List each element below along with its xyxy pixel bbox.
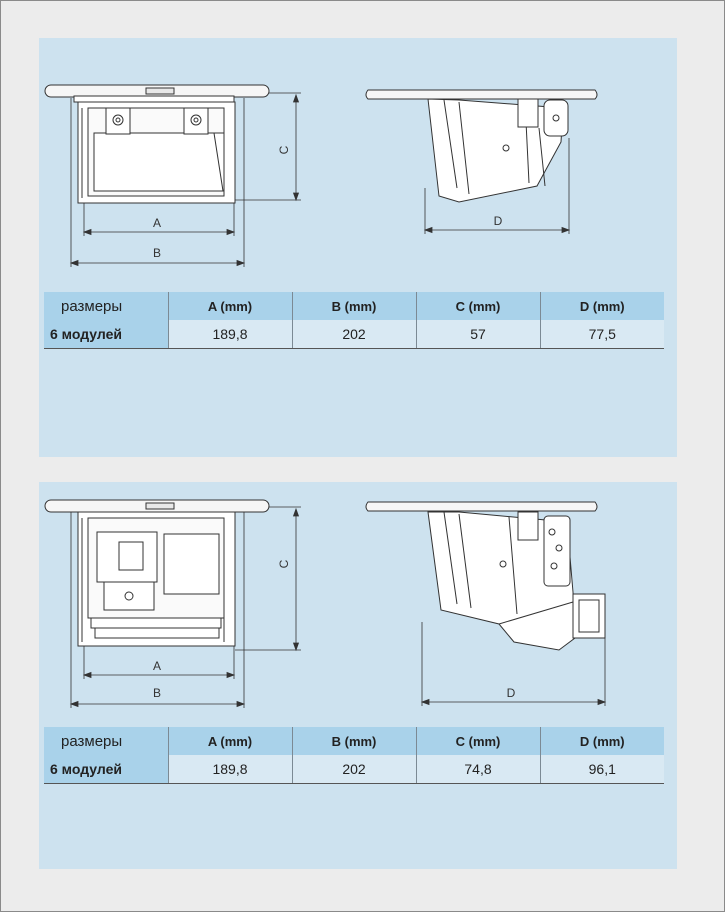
value-d: 96,1: [540, 755, 664, 784]
table-header-row: [44, 292, 664, 320]
dimensions-table-1: [44, 292, 664, 349]
header-label: размеры: [44, 292, 168, 320]
dimension-label-c: C: [277, 145, 291, 155]
value-a: 189,8: [168, 755, 292, 784]
technical-drawing-2: [39, 482, 677, 722]
value-a: 189,8: [168, 320, 292, 349]
dimensions-table-2: [44, 727, 664, 784]
value-b: 202: [292, 320, 416, 349]
row-label: 6 модулей: [44, 320, 168, 349]
value-b: 202: [292, 755, 416, 784]
dimension-label-b: B: [152, 246, 162, 260]
value-d: 77,5: [540, 320, 664, 349]
header-b: B (mm): [292, 292, 416, 320]
figure-panel-2: [39, 482, 677, 869]
value-c: 74,8: [416, 755, 540, 784]
side-view-6-modules: [366, 90, 597, 202]
header-b: B (mm): [292, 727, 416, 755]
header-d: D (mm): [540, 292, 664, 320]
row-label: 6 модулей: [44, 755, 168, 784]
table-row: [44, 320, 664, 349]
dimension-label-c: C: [277, 559, 291, 569]
header-c: C (mm): [416, 727, 540, 755]
dimension-label-b: B: [152, 686, 162, 700]
dimension-label-d: D: [493, 214, 503, 228]
header-d: D (mm): [540, 727, 664, 755]
side-view-6-modules: [366, 502, 605, 650]
figure-panel-1: [39, 38, 677, 457]
technical-drawing-1: [39, 38, 677, 288]
front-view-6-modules: [45, 85, 269, 203]
dimension-label-d: D: [506, 686, 516, 700]
header-c: C (mm): [416, 292, 540, 320]
dimension-label-a: A: [152, 216, 162, 230]
value-c: 57: [416, 320, 540, 349]
dimension-label-a: A: [152, 659, 162, 673]
header-a: A (mm): [168, 727, 292, 755]
table-row: [44, 755, 664, 784]
front-view-6-modules: [45, 500, 269, 646]
table-header-row: [44, 727, 664, 755]
header-label: размеры: [44, 727, 168, 755]
header-a: A (mm): [168, 292, 292, 320]
